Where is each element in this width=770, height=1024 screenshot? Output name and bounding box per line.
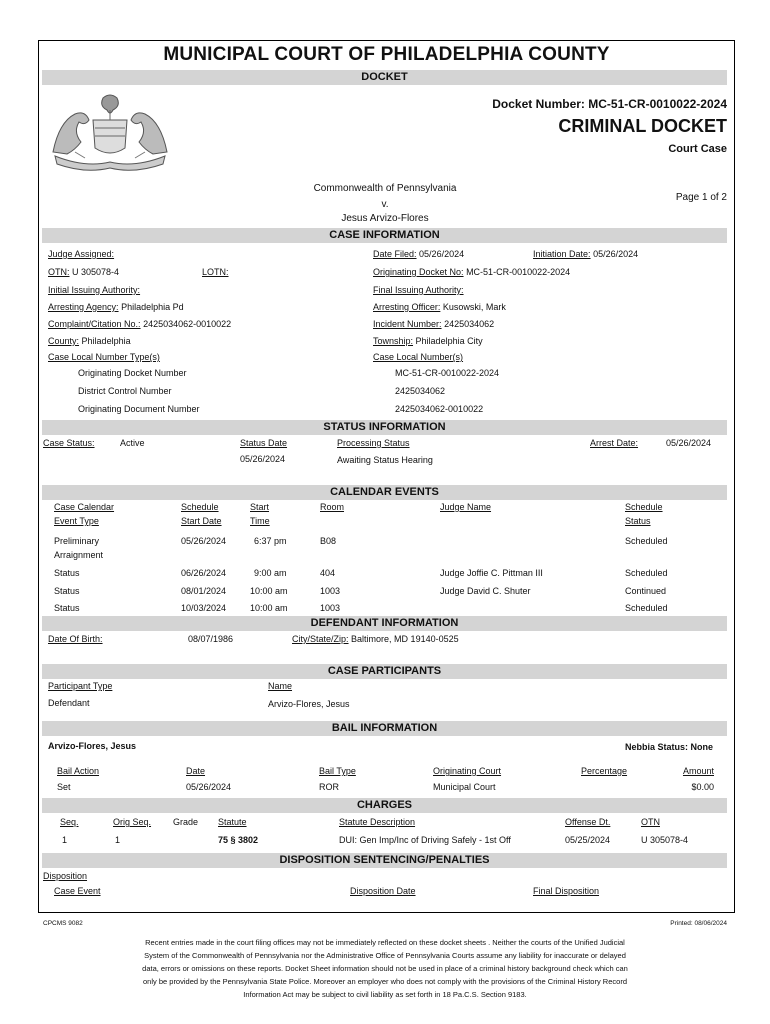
local-number-item: 2425034062: [395, 386, 446, 396]
complaint-value: 2425034062-0010022: [143, 319, 232, 329]
disclaimer-line-1: Recent entries made in the court filing offices may not be immediately reflected on these docket sheets . Neither the courts of the Unified Judicial: [145, 938, 625, 947]
initial-authority-label: Initial Issuing Authority:: [48, 285, 141, 295]
col-amount: Amount: [682, 766, 714, 776]
initiation-date-value: 05/26/2024: [593, 249, 639, 259]
caption-line-2: v.: [381, 199, 389, 210]
county-row: [48, 336, 131, 346]
page-number: Page 1 of 2: [675, 192, 727, 203]
participant-name-value: Arvizo-Flores, Jesus: [268, 699, 350, 709]
start-date-cell: 05/26/2024: [181, 536, 227, 546]
participant-type-value: Defendant: [48, 698, 90, 708]
disclaimer-line-2: System of the Commonwealth of Pennsylvania nor the Administrative Office of Pennsylvania Courts assume any liability for inaccurate or delayed: [144, 951, 626, 960]
local-type-item: Originating Docket Number: [78, 368, 187, 378]
otn-label: OTN:: [48, 267, 70, 277]
col-schedule-status-2: Status: [625, 516, 651, 526]
disposition-date-label: Disposition Date: [350, 886, 416, 896]
start-date-cell: 08/01/2024: [181, 586, 227, 596]
form-id: CPCMS 9082: [43, 920, 83, 927]
arrest-date-label: Arrest Date:: [590, 438, 639, 448]
caption-line-3: Jesus Arvizo-Flores: [341, 213, 429, 224]
disclaimer-line-3: data, errors or omissions on these reports. Docket Sheet information should not be used in place of a criminal history background check which can: [142, 964, 628, 973]
charge-offense-date: 05/25/2024: [565, 835, 611, 845]
col-otn: OTN: [641, 817, 660, 827]
dob-value: 08/07/1986: [188, 634, 234, 644]
case-event-label: Case Event: [54, 886, 101, 896]
initiation-date-label: Initiation Date:: [533, 249, 591, 259]
originating-docket-value: MC-51-CR-0010022-2024: [466, 267, 571, 277]
col-judge-name: Judge Name: [440, 502, 492, 512]
col-bail-action: Bail Action: [57, 766, 100, 776]
court-title: MUNICIPAL COURT OF PHILADELPHIA COUNTY: [163, 44, 610, 65]
incident-label: Incident Number:: [373, 319, 442, 329]
col-start-date-1: Schedule: [181, 502, 219, 512]
date-filed-label: Date Filed:: [373, 249, 417, 259]
status-cell: Scheduled: [625, 568, 668, 578]
originating-docket-row: [373, 267, 570, 277]
initiation-date-row: [533, 249, 638, 259]
col-percentage: Percentage: [581, 766, 628, 776]
dob-label: Date Of Birth:: [48, 634, 103, 644]
case-kind: Court Case: [668, 143, 727, 155]
pennsylvania-seal-icon: [45, 92, 175, 174]
bail-defendant-name: Arvizo-Flores, Jesus: [48, 741, 137, 751]
township-value: Philadelphia City: [415, 336, 483, 346]
final-authority-label: Final Issuing Authority:: [373, 285, 464, 295]
final-disposition-label: Final Disposition: [533, 886, 600, 896]
col-event-type-2: Event Type: [54, 516, 99, 526]
charges-heading: CHARGES: [42, 798, 727, 813]
originating-court-value: Municipal Court: [433, 782, 496, 792]
originating-docket-label: Originating Docket No:: [373, 267, 464, 277]
case-information-heading: CASE INFORMATION: [42, 228, 727, 243]
status-cell: Scheduled: [625, 536, 668, 546]
bail-information-heading: BAIL INFORMATION: [42, 721, 727, 736]
participant-type-label: Participant Type: [48, 681, 113, 691]
col-start-time-1: Start: [250, 502, 270, 512]
participant-name-label: Name: [268, 681, 293, 691]
col-bail-type: Bail Type: [319, 766, 356, 776]
arresting-agency-value: Philadelphia Pd: [121, 302, 184, 312]
processing-status-label: Processing Status: [337, 438, 410, 448]
start-date-cell: 06/26/2024: [181, 568, 227, 578]
lotn-label: LOTN:: [202, 267, 229, 277]
charge-description: DUI: Gen Imp/Inc of Driving Safely - 1st Off: [339, 835, 511, 845]
event-type-cell: Status: [54, 586, 80, 596]
col-room: Room: [320, 502, 345, 512]
calendar-events-heading: CALENDAR EVENTS: [42, 485, 727, 500]
disposition-heading: DISPOSITION SENTENCING/PENALTIES: [42, 853, 727, 868]
room-cell: 1003: [320, 603, 341, 613]
judge-assigned-label: Judge Assigned:: [48, 249, 115, 259]
case-status-label: Case Status:: [43, 438, 95, 448]
charge-otn: U 305078-4: [641, 835, 689, 845]
start-time-cell: 6:37 pm: [254, 536, 287, 546]
event-type-cell: Status: [54, 603, 80, 613]
status-cell: Scheduled: [625, 603, 668, 613]
event-type-cell: Status: [54, 568, 80, 578]
status-date-value: 05/26/2024: [240, 454, 286, 464]
bail-action-value: Set: [57, 782, 71, 792]
complaint-label: Complaint/Citation No.:: [48, 319, 141, 329]
local-type-label: Case Local Number Type(s): [48, 352, 160, 362]
amount-value: $0.00: [691, 782, 714, 792]
incident-value: 2425034062: [444, 319, 495, 329]
status-date-label: Status Date: [240, 438, 288, 448]
col-orig-seq: Orig Seq.: [113, 817, 152, 827]
status-cell: Continued: [625, 586, 667, 596]
case-participants-heading: CASE PARTICIPANTS: [42, 664, 727, 679]
case-status-value: Active: [120, 438, 145, 448]
bail-type-value: ROR: [319, 782, 339, 792]
docket-number: Docket Number: MC-51-CR-0010022-2024: [492, 97, 727, 111]
charge-seq: 1: [62, 835, 68, 845]
charge-statute: 75 § 3802: [218, 835, 259, 845]
disclaimer-line-5: Information Act may be subject to civil liability as set forth in 18 Pa.C.S. Section 9183.: [243, 990, 527, 999]
col-bail-date: Date: [186, 766, 206, 776]
col-grade: Grade: [173, 817, 199, 827]
charge-orig-seq: 1: [115, 835, 121, 845]
arresting-officer-label: Arresting Officer:: [373, 302, 441, 312]
docket-bar: DOCKET: [42, 70, 727, 85]
complaint-row: [48, 319, 231, 329]
otn-row: [48, 267, 119, 277]
col-seq: Seq.: [60, 817, 79, 827]
col-start-date-2: Start Date: [181, 516, 222, 526]
arresting-agency-row: [48, 302, 184, 312]
arrest-date-value: 05/26/2024: [666, 438, 712, 448]
event-type-cell: Preliminary: [54, 536, 100, 546]
local-type-item: District Control Number: [78, 386, 172, 396]
status-information-heading: STATUS INFORMATION: [42, 420, 727, 435]
processing-status-value: Awaiting Status Hearing: [337, 455, 433, 465]
bail-date-value: 05/26/2024: [186, 782, 232, 792]
room-cell: 404: [320, 568, 336, 578]
judge-cell: Judge David C. Shuter: [440, 586, 531, 596]
start-time-cell: 9:00 am: [254, 568, 287, 578]
date-filed-row: [373, 249, 464, 259]
local-number-label: Case Local Number(s): [373, 352, 464, 362]
col-start-time-2: Time: [250, 516, 270, 526]
arresting-officer-value: Kusowski, Mark: [442, 302, 506, 312]
event-type-cell-line2: Arraignment: [54, 550, 104, 560]
start-time-cell: 10:00 am: [250, 586, 288, 596]
caption-line-1: Commonwealth of Pennsylvania: [313, 183, 457, 194]
local-number-item: MC-51-CR-0010022-2024: [395, 368, 500, 378]
docket-type: CRIMINAL DOCKET: [558, 116, 727, 136]
local-number-item: 2425034062-0010022: [395, 404, 484, 414]
col-statute-description: Statute Description: [339, 817, 416, 827]
otn-value: U 305078-4: [72, 267, 120, 277]
county-label: County:: [48, 336, 80, 346]
city-row: [292, 634, 459, 644]
incident-row: [373, 319, 494, 329]
defendant-information-heading: DEFENDANT INFORMATION: [42, 616, 727, 631]
disposition-label: Disposition: [43, 871, 88, 881]
col-statute: Statute: [218, 817, 247, 827]
date-filed-value: 05/26/2024: [419, 249, 465, 259]
col-originating-court: Originating Court: [433, 766, 502, 776]
room-cell: B08: [320, 536, 337, 546]
room-cell: 1003: [320, 586, 341, 596]
township-row: [373, 336, 483, 346]
city-label: City/State/Zip:: [292, 634, 349, 644]
disclaimer-line-4: only be provided by the Pennsylvania State Police. Moreover an employer who does not comply with the provisions of the Criminal History Record: [143, 977, 627, 986]
col-offense-date: Offense Dt.: [565, 817, 611, 827]
arresting-agency-label: Arresting Agency:: [48, 302, 119, 312]
arresting-officer-row: [373, 302, 506, 312]
start-date-cell: 10/03/2024: [181, 603, 227, 613]
printed-date: Printed: 08/06/2024: [670, 920, 727, 927]
col-schedule-status-1: Schedule: [625, 502, 663, 512]
county-value: Philadelphia: [81, 336, 131, 346]
nebbia-status: Nebbia Status: None: [624, 742, 713, 752]
city-value: Baltimore, MD 19140-0525: [351, 634, 459, 644]
local-type-item: Originating Document Number: [78, 404, 200, 414]
judge-cell: Judge Joffie C. Pittman III: [440, 568, 543, 578]
col-event-type-1: Case Calendar: [54, 502, 115, 512]
township-label: Township:: [373, 336, 414, 346]
start-time-cell: 10:00 am: [250, 603, 288, 613]
